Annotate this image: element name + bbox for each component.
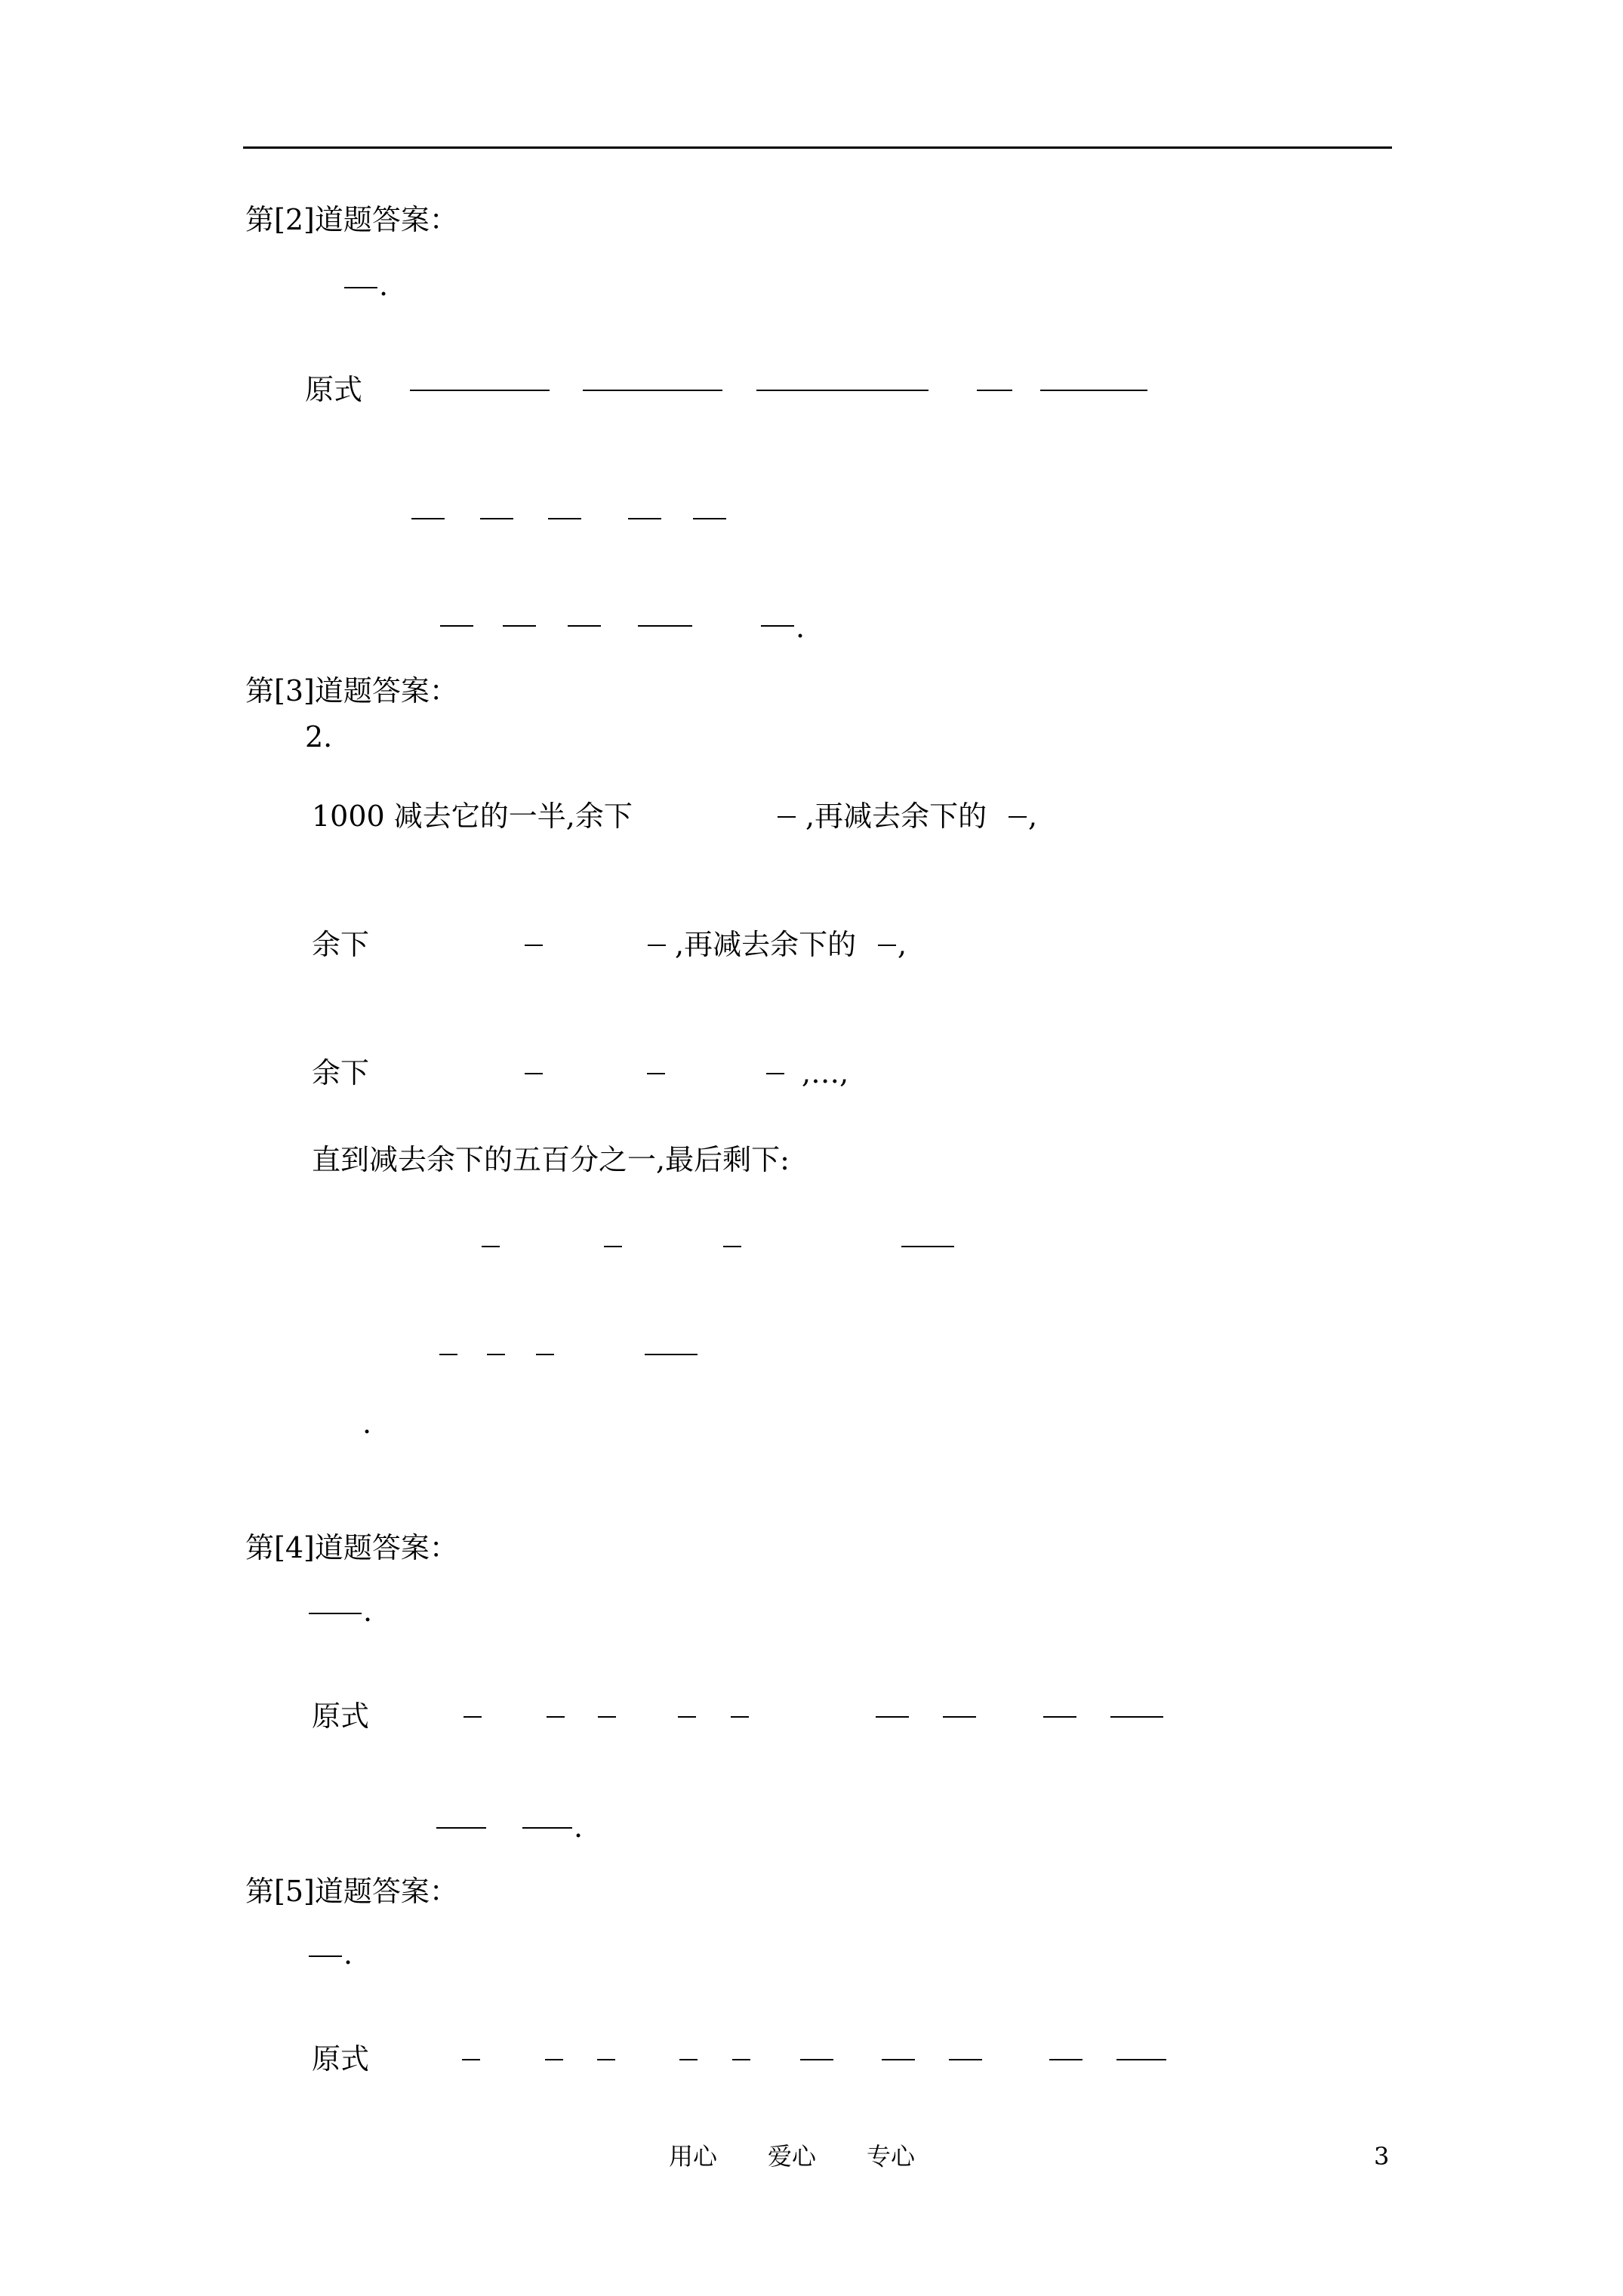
fraction-bar [1009, 816, 1027, 818]
fraction-bar [309, 1613, 362, 1614]
fraction-bar [487, 1354, 505, 1355]
footer-slogan-1: 用心 [669, 2142, 718, 2171]
fraction-bar [309, 1955, 342, 1957]
q3-line2-comma: , [898, 928, 907, 961]
q3-line2-text: 余下 [312, 928, 370, 961]
q2-answer-end: . [379, 269, 389, 302]
q4-step1-label: 原式 [312, 1700, 370, 1733]
fraction-bar [1049, 2059, 1083, 2060]
fraction-bar [604, 1246, 622, 1247]
fraction-bar [882, 2059, 915, 2060]
fraction-bar [977, 390, 1012, 391]
q4-step2-end: . [574, 1811, 584, 1844]
fraction-bar [761, 625, 794, 627]
q4-heading: 第[4]道题答案： [245, 1531, 458, 1564]
header-rule [243, 146, 1392, 149]
fraction-bar [436, 1827, 486, 1829]
fraction-bar [522, 1827, 572, 1829]
fraction-bar [693, 518, 726, 519]
fraction-bar [344, 287, 377, 288]
fraction-bar [548, 518, 581, 519]
fraction-bar [638, 625, 692, 627]
fraction-bar [462, 2059, 480, 2060]
q4-answer-end: . [363, 1595, 373, 1628]
fraction-bar [645, 1354, 698, 1355]
fraction-bar [766, 1073, 784, 1074]
fraction-bar [732, 2059, 750, 2060]
q3-line2-text-b: ,再减去余下的 [675, 928, 857, 961]
fraction-bar [1040, 390, 1147, 391]
fraction-bar [597, 2059, 615, 2060]
fraction-bar [1116, 2059, 1166, 2060]
fraction-bar [901, 1246, 954, 1247]
q3-line1-comma: , [1028, 800, 1038, 833]
q3-line4-text: 直到减去余下的五百分之一,最后剩下: [312, 1143, 790, 1176]
fraction-bar [678, 1716, 696, 1718]
fraction-bar [463, 1716, 482, 1718]
fraction-bar [878, 945, 896, 946]
fraction-bar [648, 945, 666, 946]
fraction-bar [598, 1716, 616, 1718]
q5-heading: 第[5]道题答案： [245, 1875, 458, 1908]
q2-heading: 第[2]道题答案： [245, 203, 458, 236]
fraction-bar [647, 1073, 665, 1074]
fraction-bar [525, 945, 543, 946]
q3-end-dot: . [362, 1407, 372, 1440]
fraction-bar [723, 1246, 741, 1247]
footer-slogan-3: 专心 [867, 2142, 916, 2171]
fraction-bar [525, 1073, 543, 1074]
fraction-bar [482, 1246, 500, 1247]
q3-line1-text: 1000 减去它的一半,余下 [312, 800, 633, 833]
q3-line1-text-b: ,再减去余下的 [805, 800, 987, 833]
page-number: 3 [1374, 2142, 1390, 2171]
q3-answer: 2. [305, 720, 333, 754]
fraction-bar [547, 1716, 565, 1718]
fraction-bar [778, 816, 796, 818]
fraction-bar [439, 1354, 457, 1355]
fraction-bar [800, 2059, 833, 2060]
q2-step3-end: . [796, 611, 805, 644]
fraction-bar [480, 518, 513, 519]
fraction-bar [731, 1716, 749, 1718]
fraction-bar [628, 518, 661, 519]
q2-step1-label: 原式 [305, 373, 363, 406]
fraction-bar [583, 390, 722, 391]
fraction-bar [1110, 1716, 1163, 1718]
q5-answer-end: . [343, 1937, 353, 1971]
fraction-bar [411, 518, 445, 519]
fraction-bar [545, 2059, 563, 2060]
fraction-bar [876, 1716, 909, 1718]
fraction-bar [440, 625, 473, 627]
fraction-bar [1043, 1716, 1076, 1718]
footer-slogan-2: 爱心 [768, 2142, 817, 2171]
fraction-bar [410, 390, 550, 391]
fraction-bar [536, 1354, 554, 1355]
fraction-bar [503, 625, 536, 627]
fraction-bar [943, 1716, 976, 1718]
fraction-bar [679, 2059, 698, 2060]
q3-line3-ellipsis: ,…, [802, 1056, 849, 1089]
q3-heading: 第[3]道题答案： [245, 674, 458, 707]
q5-step1-label: 原式 [312, 2042, 370, 2076]
q3-line3-text: 余下 [312, 1056, 370, 1089]
fraction-bar [949, 2059, 982, 2060]
fraction-bar [568, 625, 601, 627]
fraction-bar [756, 390, 929, 391]
